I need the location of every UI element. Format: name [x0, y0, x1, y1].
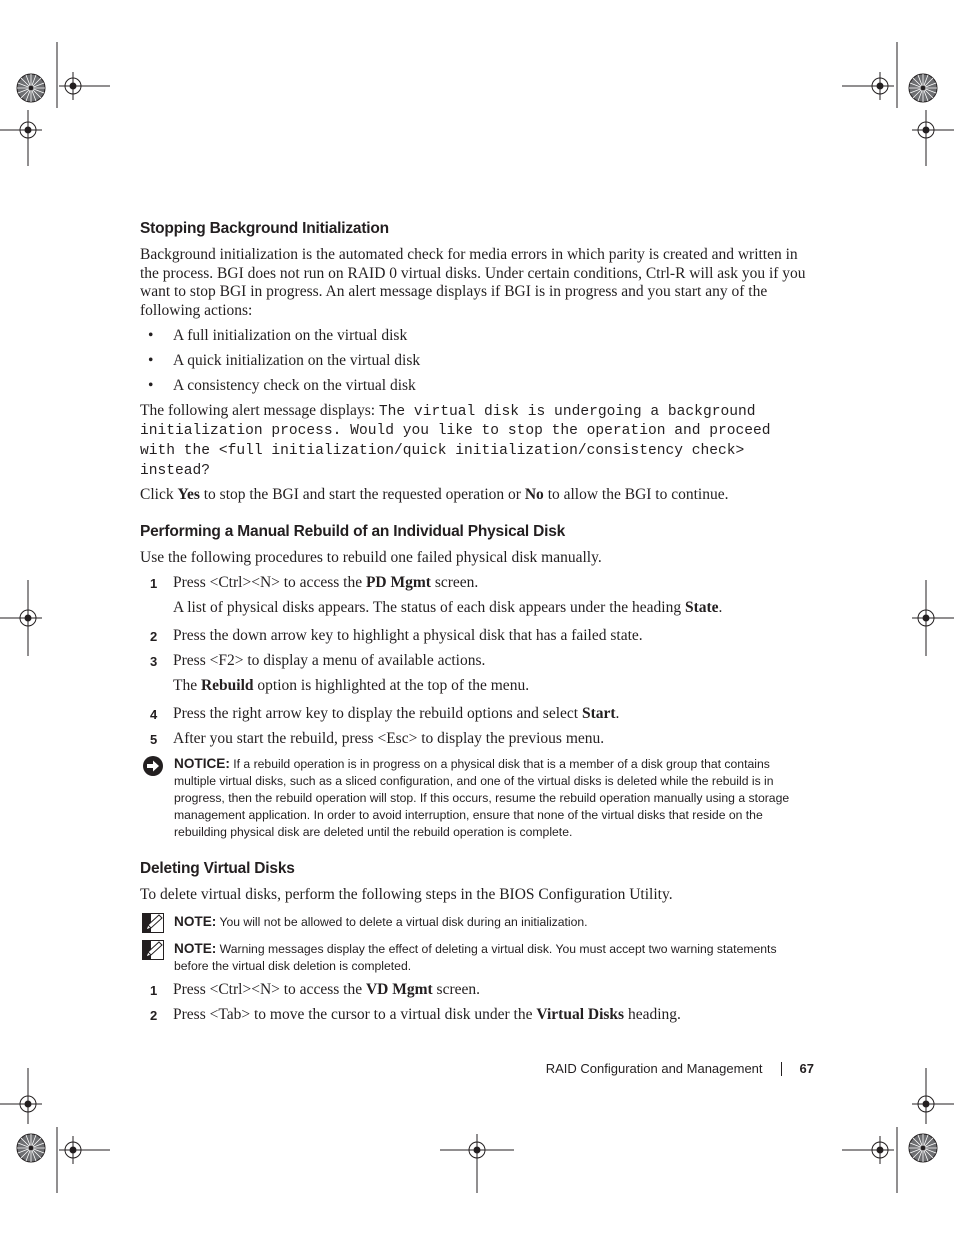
footer-divider [781, 1062, 782, 1076]
notice-label: NOTICE: [174, 755, 230, 771]
note-text: You will not be allowed to delete a virtual disk during an initialization. [216, 914, 588, 929]
list-item: • A quick initialization on the virtual disk [148, 351, 421, 369]
notice-text: If a rebuild operation is in progress on a physical disk that is a member of a disk group that contains multiple virtual disks, such as a sliced configuration, and one of the virtual disks is deleted while the rebuild is in progress, then the rebuild operation will stop. If this occurs, resume the rebuild operation manually using a storage management application. In order to avoid interruption, ensure that none of the virtual disks that reside on the rebuilding physical disk are deleted until the rebuild operation is complete. [174, 756, 790, 839]
step-item: 1 Press <Ctrl><N> to access the VD Mgmt screen. [150, 980, 481, 998]
note-pencil-icon [142, 913, 164, 933]
click-instruction: Click Yes to stop the BGI and start the requested operation or No to allow the BGI to continue. [140, 486, 729, 504]
step-item: 2 Press <Tab> to move the cursor to a virtual disk under the Virtual Disks heading. [150, 1005, 681, 1023]
section-intro: Use the following procedures to rebuild one failed physical disk manually. [140, 549, 602, 567]
note-callout [140, 913, 814, 931]
note-text: Warning messages display the effect of deleting a virtual disk. You must accept two warning statements before the virtual disk deletion is completed. [174, 941, 777, 973]
list-item: • A full initialization on the virtual disk [148, 326, 408, 344]
page-footer [546, 1061, 814, 1076]
note-label: NOTE: [174, 940, 217, 956]
step-item: 4 Press the right arrow key to display the rebuild options and select Start. [150, 705, 620, 723]
note-callout [140, 940, 814, 975]
list-item: • A consistency check on the virtual disk [148, 376, 416, 394]
step-item: 3 Press <F2> to display a menu of available actions. [150, 651, 486, 669]
step-item: 5 After you start the rebuild, press <Esc> to display the previous menu. [150, 730, 605, 748]
alert-code: The virtual disk is undergoing a background initialization process. Would you like to stop the operation and proceed with the <full initialization/quick initialization/consistency check> instead? [140, 403, 771, 479]
step-detail: The Rebuild option is highlighted at the top of the menu. [173, 676, 530, 694]
step-item: 2 Press the down arrow key to highlight a physical disk that has a failed state. [150, 626, 643, 644]
section-heading-manual-rebuild: Performing a Manual Rebuild of an Individual Physical Disk [140, 523, 566, 541]
step-detail: A list of physical disks appears. The status of each disk appears under the heading State. [173, 598, 723, 616]
section-intro: Background initialization is the automated check for media errors in which parity is created and written in the process. BGI does not run on RAID 0 virtual disks. Under certain conditions, Ctrl-R will ask you if you want to stop BGI in progress. An alert message displays if BGI is in progress and you start any of the following actions: [140, 246, 806, 320]
page-content [140, 218, 814, 1024]
note-pencil-icon [142, 940, 164, 960]
alert-message-paragraph: The following alert message displays: The virtual disk is undergoing a background initialization process. Would you like to stop the operation and proceed with the <full initialization/quick initialization/consistency check> instead? [140, 401, 771, 479]
notice-arrow-icon [142, 755, 164, 777]
section-heading-deleting-virtual-disks: Deleting Virtual Disks [140, 859, 295, 877]
note-label: NOTE: [174, 913, 217, 929]
notice-callout [140, 755, 814, 841]
page-number: 67 [799, 1061, 814, 1076]
section-intro: To delete virtual disks, perform the following steps in the BIOS Configuration Utility. [140, 885, 673, 903]
step-item: 1 Press <Ctrl><N> to access the PD Mgmt screen. [150, 573, 479, 591]
section-heading-stopping-bgi: Stopping Background Initialization [140, 220, 389, 237]
footer-chapter-title: RAID Configuration and Management [545, 1061, 763, 1076]
